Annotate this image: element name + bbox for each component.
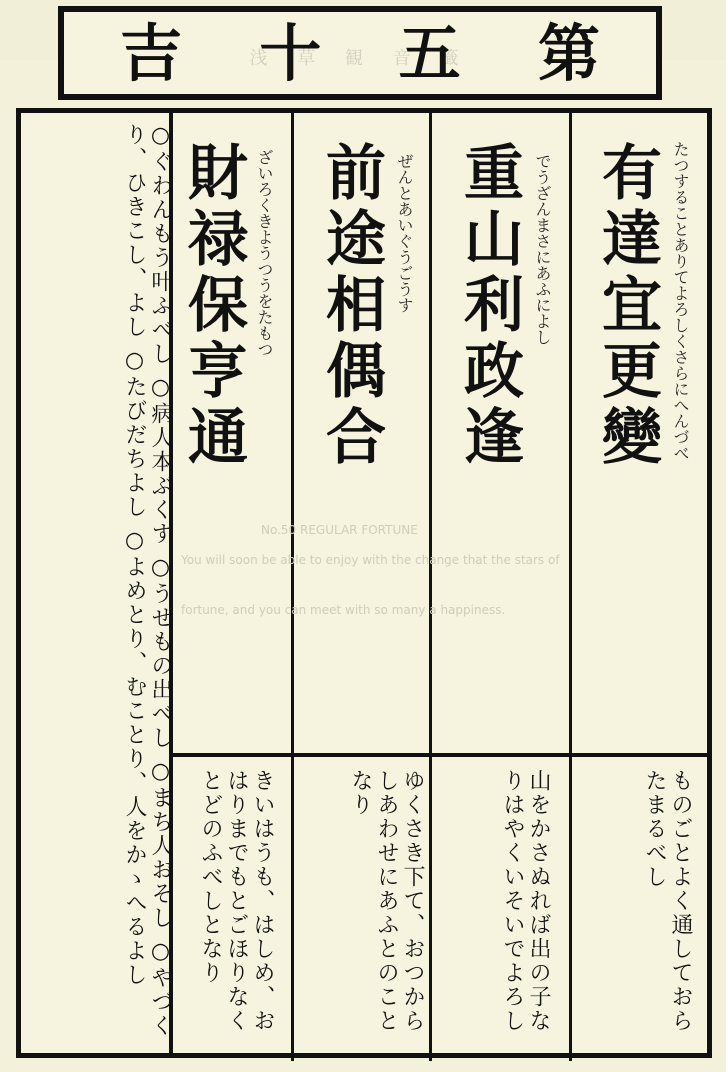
header-ghost-print: 浅 草 観 音 籤 <box>249 48 471 69</box>
poem-kanji-1: 有達宜更變 <box>592 141 662 471</box>
poem-gloss-text-2: あふによし <box>533 265 552 345</box>
note-4: ○まち人おそし <box>148 759 173 930</box>
column-divider-1 <box>291 113 294 1061</box>
poem-reading-2 <box>533 153 552 733</box>
poem-reading-text-4: ざいろくきよう <box>255 149 274 261</box>
poem-line-2 <box>454 141 524 471</box>
poem-gloss-text-1: とありてよろしくさらにへんづべ <box>671 221 690 461</box>
note-3: ○うせもの出べし <box>148 555 173 750</box>
title-char-4: 吉 <box>120 17 183 90</box>
poem-line-3 <box>316 141 386 471</box>
poem-kanji-4: 財禄保亨通 <box>178 141 248 471</box>
ghost-line-1: No.50 REGULAR FORTUNE <box>261 523 418 537</box>
title-char-1: 第 <box>537 17 600 90</box>
page-title <box>64 18 656 90</box>
header-box <box>58 6 662 100</box>
commentary-3: ゆくさき下て、おつからしあわせにあふとのことなり <box>348 769 425 1033</box>
poem-reading-text-1: たつするこ <box>671 141 690 221</box>
notes-column <box>121 123 173 1043</box>
note-2: ○病人本ぶくす <box>148 375 173 546</box>
note-1: ○ぐわんもう叶ふべし <box>148 123 173 366</box>
commentary-1: ものごとよく通しておらたまるべし <box>642 769 693 1033</box>
oracle-frame <box>16 108 712 1058</box>
poem-gloss-text-4: つうをたもつ <box>255 261 274 357</box>
note-7: ○よめとり、むことり、人をかゝへるよし <box>122 528 147 987</box>
title-char-3: 十 <box>259 17 322 90</box>
commentary-2: 山をかさぬれば出の子なりはやくいそいでよろし <box>500 769 551 1033</box>
poem-reading-4 <box>255 149 274 729</box>
ghost-line-3: fortune, and you can meet with so many a happiness. <box>181 603 506 617</box>
poem-reading-3 <box>395 153 414 733</box>
note-5: ○やづくり、ひきこし、よし <box>122 123 173 1038</box>
middle-divider <box>173 753 707 757</box>
poem-kanji-2: 重山利政逢 <box>454 141 524 471</box>
poem-line-4 <box>178 141 248 471</box>
poem-gloss-text-3: ごうす <box>395 265 414 313</box>
poem-reading-1 <box>671 141 690 741</box>
commentary-4: きいはうも、はしめ、おはりまでもとごほりなくとどのふべしとなり <box>198 769 275 1033</box>
column-divider-2 <box>429 113 432 1061</box>
ghost-line-2: You will soon be able to enjoy with the change that the stars of <box>181 553 560 567</box>
poem-kanji-3: 前途相偶合 <box>316 141 386 471</box>
note-6: ○たびだちよし <box>122 348 147 519</box>
poem-reading-text-3: ぜんとあいぐう <box>395 153 414 265</box>
poem-reading-text-2: でうざんまさに <box>533 153 552 265</box>
title-char-2: 五 <box>398 17 461 90</box>
column-divider-3 <box>569 113 572 1061</box>
poem-line-1 <box>592 141 662 471</box>
